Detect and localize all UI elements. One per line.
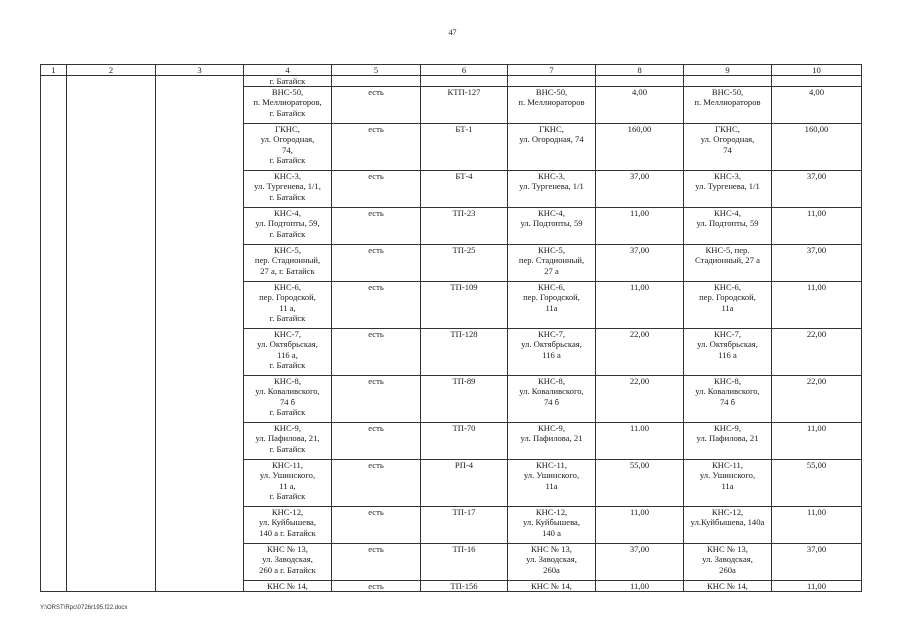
cell-text: КНС № 14, xyxy=(267,581,308,592)
table-cell-c9 xyxy=(684,507,772,544)
cell-text: 37,00 xyxy=(629,171,650,182)
cell-text: 55,00 xyxy=(629,460,650,471)
header-cell: 9 xyxy=(684,65,772,76)
table-cell-c10 xyxy=(772,423,862,460)
cell-text: ТП-25 xyxy=(452,245,476,256)
page-number: 47 xyxy=(448,28,457,37)
cell-text: КНС-8, ул. Коваливского, 74 б xyxy=(519,376,584,407)
cell-text: РП-4 xyxy=(454,460,474,471)
cell-text: КНС-5, пер. Стадионный, 27 а, г. Батайск xyxy=(254,245,321,276)
table-cell-c6 xyxy=(421,329,508,376)
cell-text: 37,00 xyxy=(806,171,827,182)
table-cell-c7 xyxy=(508,208,596,245)
table-cell-c5 xyxy=(332,171,421,208)
table-cell-c10 xyxy=(772,507,862,544)
table-body xyxy=(41,76,862,592)
col2-cell xyxy=(67,76,156,592)
table-cell-c9 xyxy=(684,423,772,460)
cell-text: КНС-4, ул. Подтопты, 59 xyxy=(696,208,759,229)
table-cell-c7 xyxy=(508,245,596,282)
table-cell-c10 xyxy=(772,245,862,282)
cell-text: ТП-23 xyxy=(452,208,476,219)
cell-text: ГКНС, ул. Огородная, 74, г. Батайск xyxy=(260,124,315,165)
cell-text: КНС-9, ул. Пафилова, 21 xyxy=(520,423,583,444)
table-cell-c4 xyxy=(244,245,332,282)
table-cell-c6 xyxy=(421,87,508,124)
cell-text: 22,00 xyxy=(806,329,827,340)
table-cell-c7 xyxy=(508,282,596,329)
cell-text: есть xyxy=(368,208,384,219)
table-cell-c8 xyxy=(596,171,684,208)
table-cell-c6 xyxy=(421,507,508,544)
cell-text: БТ-1 xyxy=(455,124,473,135)
table-cell-c9 xyxy=(684,245,772,282)
table-cell-c9 xyxy=(684,87,772,124)
table-cell-c9 xyxy=(684,171,772,208)
cell-text: ГКНС, ул. Огородная, 74 xyxy=(700,124,755,155)
header-cell: 5 xyxy=(332,65,421,76)
col3-cell xyxy=(156,76,244,592)
cell-text: 11,00 xyxy=(629,208,650,219)
cell-text: есть xyxy=(368,282,384,293)
cell-text: 160,00 xyxy=(627,124,652,135)
table-cell-c5 xyxy=(332,376,421,423)
table-cell-c9 xyxy=(684,581,772,592)
table-cell-c7 xyxy=(508,581,596,592)
cell-text: КНС № 13, ул. Заводская, 260 а г. Батайск xyxy=(259,544,316,575)
cell-text: 22,00 xyxy=(629,329,650,340)
header-cell: 3 xyxy=(156,65,244,76)
cell-text: КНС-12, ул. Куйбышева, 140 а xyxy=(523,507,580,538)
table-cell-c5 xyxy=(332,76,421,87)
cell-text: 22,00 xyxy=(806,376,827,387)
table-cell-c8 xyxy=(596,87,684,124)
cell-text: КНС-3, ул. Тургенева, 1/1, г. Батайск xyxy=(254,171,321,202)
cell-text: есть xyxy=(368,581,384,592)
table-cell-c8 xyxy=(596,423,684,460)
header-cell: 2 xyxy=(67,65,156,76)
table-cell-c4 xyxy=(244,124,332,171)
cell-text: ТП-156 xyxy=(450,581,478,592)
cell-text: ВНС-50, п. Меллиораторов xyxy=(694,87,761,108)
table-cell-c4 xyxy=(244,507,332,544)
table-cell-c9 xyxy=(684,376,772,423)
table-cell-c5 xyxy=(332,507,421,544)
table-cell-c7 xyxy=(508,124,596,171)
cell-text: есть xyxy=(368,329,384,340)
table-cell-c4 xyxy=(244,76,332,87)
table-cell-c8 xyxy=(596,76,684,87)
table-cell-c5 xyxy=(332,460,421,507)
table-cell-c6 xyxy=(421,245,508,282)
table-cell-c7 xyxy=(508,507,596,544)
table-cell-c5 xyxy=(332,423,421,460)
cell-text: г. Батайск xyxy=(269,76,306,86)
table-cell-c4 xyxy=(244,282,332,329)
col1-cell xyxy=(41,76,67,592)
cell-text: КНС-3, ул. Тургенева, 1/1 xyxy=(695,171,760,192)
file-path-footer: Y:\ORST\Rpc\0726r195.f22.docx xyxy=(40,605,128,611)
table-cell-c8 xyxy=(596,544,684,581)
cell-text: 11.00 xyxy=(629,423,650,434)
cell-text: КНС № 13, ул. Заводская, 260а xyxy=(526,544,577,575)
table-cell-c9 xyxy=(684,544,772,581)
header-cell: 7 xyxy=(508,65,596,76)
table-cell-c4 xyxy=(244,329,332,376)
table-cell-c7 xyxy=(508,329,596,376)
table-cell-c4 xyxy=(244,171,332,208)
cell-text: КНС-6, пер. Городской, 11а xyxy=(523,282,580,313)
table-cell-c9 xyxy=(684,208,772,245)
table-cell-c6 xyxy=(421,171,508,208)
table-cell-c7 xyxy=(508,423,596,460)
cell-text: 11,00 xyxy=(806,507,827,518)
cell-text: ТП-109 xyxy=(450,282,478,293)
cell-text: ВНС-50, п. Меллиораторов, г. Батайск xyxy=(253,87,322,118)
table-cell-c8 xyxy=(596,460,684,507)
cell-text: КНС-6, пер. Городской, 11 а, г. Батайск xyxy=(259,282,316,323)
cell-text: 11,00 xyxy=(806,282,827,293)
table-cell-c9 xyxy=(684,282,772,329)
table-cell-c7 xyxy=(508,76,596,87)
cell-text: есть xyxy=(368,544,384,555)
cell-text: КНС-8, ул. Коваливского, 74 б г. Батайск xyxy=(255,376,320,417)
table-cell-c5 xyxy=(332,124,421,171)
cell-text: есть xyxy=(368,124,384,135)
cell-text: КНС-11, ул. Ушинского, 11а xyxy=(699,460,756,491)
table-cell-c5 xyxy=(332,544,421,581)
cell-text: КНС № 14, xyxy=(707,581,748,592)
table-cell-c9 xyxy=(684,76,772,87)
cell-text: есть xyxy=(368,423,384,434)
table-cell-c8 xyxy=(596,329,684,376)
cell-text: КНС-7, ул. Октябрьская, 116 а, г. Батайск xyxy=(257,329,318,370)
table-cell-c7 xyxy=(508,87,596,124)
cell-text: КНС-4, ул. Подтопты, 59 xyxy=(520,208,583,229)
cell-text: 22,00 xyxy=(629,376,650,387)
cell-text: есть xyxy=(368,376,384,387)
table-cell-c6 xyxy=(421,460,508,507)
header-cell: 4 xyxy=(244,65,332,76)
table-cell-c6 xyxy=(421,423,508,460)
cell-text: 11,00 xyxy=(806,423,827,434)
cell-text: КНС-6, пер. Городской, 11а xyxy=(699,282,756,313)
cell-text: ТП-70 xyxy=(452,423,476,434)
cell-text: есть xyxy=(368,507,384,518)
table-cell-c8 xyxy=(596,507,684,544)
table-cell-c10 xyxy=(772,544,862,581)
table-cell-c10 xyxy=(772,282,862,329)
table-cell-c6 xyxy=(421,208,508,245)
cell-text: КНС-12, ул. Куйбышева, 140 а г. Батайск xyxy=(259,507,316,538)
cell-text: КНС-7, ул. Октябрьская, 116 а xyxy=(697,329,758,360)
table-cell-c10 xyxy=(772,460,862,507)
table-cell-c8 xyxy=(596,376,684,423)
cell-text: КНС-4, ул. Подтопты, 59, г. Батайск xyxy=(255,208,320,239)
cell-text: КНС-9, ул. Пафилова, 21 xyxy=(696,423,759,444)
header-cell: 6 xyxy=(421,65,508,76)
table-cell-c4 xyxy=(244,87,332,124)
table-cell-c6 xyxy=(421,581,508,592)
cell-text: 11,00 xyxy=(806,208,827,219)
cell-text: 37,00 xyxy=(629,544,650,555)
table-cell-c4 xyxy=(244,544,332,581)
cell-text: КНС № 13, ул. Заводская, 260а xyxy=(702,544,753,575)
cell-text: БТ-4 xyxy=(455,171,473,182)
cell-text: КНС-5, пер. Стадионный, 27 а xyxy=(518,245,585,276)
table-cell-c5 xyxy=(332,581,421,592)
table-cell-c7 xyxy=(508,376,596,423)
cell-text: есть xyxy=(368,87,384,98)
table-cell-c6 xyxy=(421,76,508,87)
header-cell: 8 xyxy=(596,65,684,76)
header-cell: 10 xyxy=(772,65,862,76)
cell-text: КНС-9, ул. Пафилова, 21, г. Батайск xyxy=(255,423,320,454)
cell-text: 55,00 xyxy=(806,460,827,471)
cell-text: 11,00 xyxy=(629,507,650,518)
table-cell-c4 xyxy=(244,376,332,423)
table-cell-c5 xyxy=(332,87,421,124)
cell-text: есть xyxy=(368,460,384,471)
table-cell-c8 xyxy=(596,581,684,592)
table-cell-c8 xyxy=(596,208,684,245)
table-cell-c9 xyxy=(684,329,772,376)
table-cell-c8 xyxy=(596,282,684,329)
table-cell-c10 xyxy=(772,329,862,376)
table-cell-c10 xyxy=(772,208,862,245)
cell-text: есть xyxy=(368,245,384,256)
cell-text: КНС-3, ул. Тургенева, 1/1 xyxy=(519,171,584,192)
cell-text: 37,00 xyxy=(806,245,827,256)
header-cell: 1 xyxy=(41,65,67,76)
table-cell-c4 xyxy=(244,581,332,592)
table-cell-c7 xyxy=(508,171,596,208)
cell-text: КНС-5, пер. Стадионный, 27 а xyxy=(695,245,760,266)
cell-text: 37,00 xyxy=(806,544,827,555)
table-row xyxy=(41,76,862,87)
cell-text: есть xyxy=(368,171,384,182)
table-cell-c7 xyxy=(508,544,596,581)
table-cell-c4 xyxy=(244,460,332,507)
table-cell-c9 xyxy=(684,124,772,171)
cell-text: ТП-17 xyxy=(452,507,476,518)
table-cell-c10 xyxy=(772,124,862,171)
table-cell-c10 xyxy=(772,581,862,592)
cell-text: ГКНС, ул. Огородная, 74 xyxy=(519,124,584,145)
cell-text: КТП-127 xyxy=(447,87,481,98)
table-cell-c8 xyxy=(596,124,684,171)
cell-text: ТП-128 xyxy=(450,329,478,340)
cell-text: КНС-7, ул. Октябрьская, 116 а xyxy=(521,329,582,360)
table-cell-c10 xyxy=(772,376,862,423)
cell-text: 37,00 xyxy=(629,245,650,256)
table-cell-c5 xyxy=(332,282,421,329)
table-cell-c4 xyxy=(244,423,332,460)
table-cell-c4 xyxy=(244,208,332,245)
table-cell-c6 xyxy=(421,282,508,329)
cell-text: ВНС-50, п. Меллиораторов xyxy=(518,87,585,108)
cell-text: 11,00 xyxy=(629,581,650,592)
cell-text: КНС-11, ул. Ушинского, 11а xyxy=(523,460,580,491)
cell-text: КНС-8, ул. Коваливского, 74 б xyxy=(695,376,760,407)
table-cell-c7 xyxy=(508,460,596,507)
table-cell-c8 xyxy=(596,245,684,282)
table-cell-c5 xyxy=(332,208,421,245)
cell-text: 11,00 xyxy=(806,581,827,592)
table-cell-c10 xyxy=(772,76,862,87)
table-cell-c6 xyxy=(421,124,508,171)
table-cell-c9 xyxy=(684,460,772,507)
cell-text: 4,00 xyxy=(808,87,825,98)
cell-text: ТП-16 xyxy=(452,544,476,555)
table-header xyxy=(41,65,862,76)
table-cell-c5 xyxy=(332,245,421,282)
cell-text: 11,00 xyxy=(629,282,650,293)
cell-text: КНС-11, ул. Ушинского, 11 а, г. Батайск xyxy=(259,460,316,501)
cell-text: КНС-12, ул.Куйбышева, 140а xyxy=(690,507,765,528)
cell-text: ТП-89 xyxy=(452,376,476,387)
table-cell-c6 xyxy=(421,376,508,423)
table-cell-c10 xyxy=(772,171,862,208)
table-cell-c6 xyxy=(421,544,508,581)
cell-text: 4,00 xyxy=(631,87,648,98)
data-table xyxy=(40,64,862,592)
table-cell-c5 xyxy=(332,329,421,376)
cell-text: 160,00 xyxy=(804,124,829,135)
table-cell-c10 xyxy=(772,87,862,124)
cell-text: КНС № 14, xyxy=(531,581,572,592)
